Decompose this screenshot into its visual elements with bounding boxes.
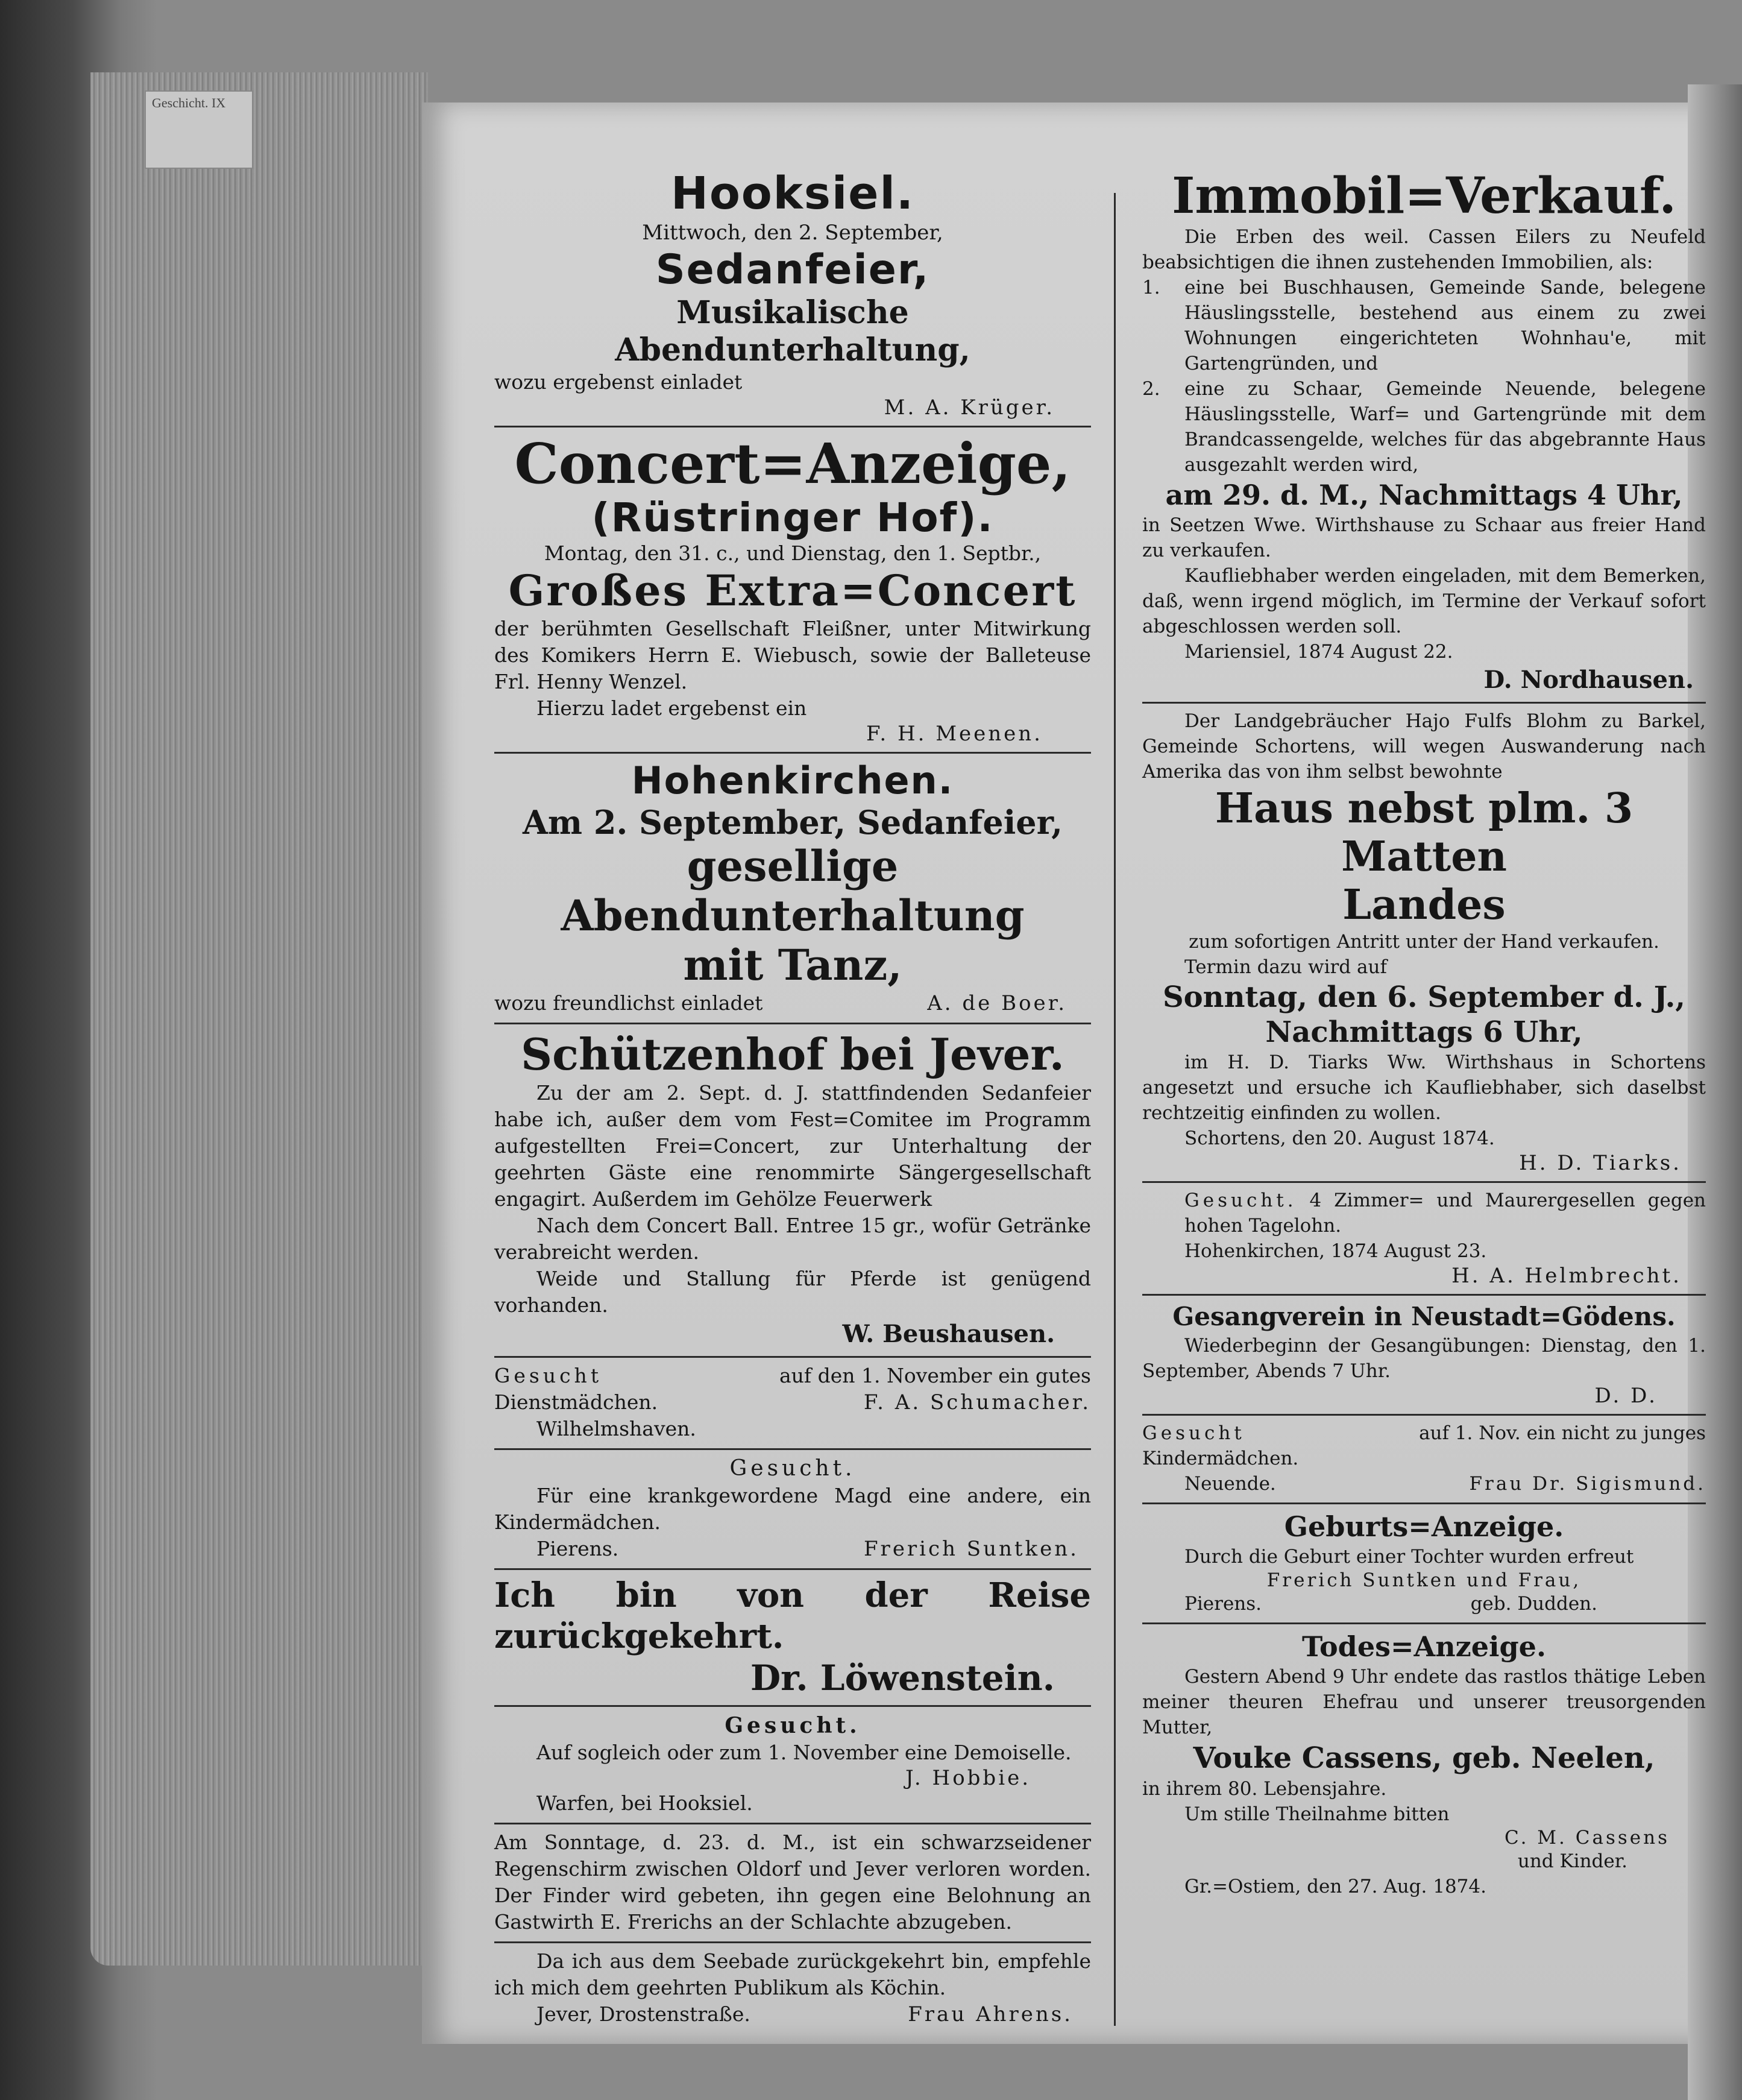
ad-title: Schützenhof bei Jever.: [521, 1029, 1064, 1080]
ad-date-line: Am 2. September, Sedanfeier,: [523, 803, 1063, 842]
ad-items: [1142, 275, 1706, 478]
ad-title: Gesucht.: [725, 1713, 861, 1738]
ad-signer: H. D. Tiarks.: [1519, 1151, 1682, 1175]
ad-body-3: Weide und Stallung für Pferde ist genügend vorhanden.: [494, 1267, 1091, 1317]
ad-line2-row: [494, 1389, 1091, 1416]
list-item: [1142, 376, 1706, 478]
ad-title: Gesucht.: [729, 1456, 856, 1481]
ad-place: Pierens.: [1184, 1593, 1262, 1615]
ad-body-2: Termin dazu wird auf: [1184, 956, 1387, 978]
ad-place-date: Mariensiel, 1874 August 22.: [1184, 641, 1453, 663]
ad-title: Todes=Anzeige.: [1302, 1630, 1546, 1663]
ad-tod: [1142, 1624, 1706, 1905]
ad-body-1: zum sofortigen Antritt unter der Hand verkaufen.: [1189, 931, 1659, 953]
ad-body: Durch die Geburt einer Tochter wurden erfreut: [1184, 1546, 1634, 1568]
ad-date: am 29. d. M., Nachmittags 4 Uhr,: [1165, 479, 1683, 511]
ad-gesucht-maurer: [1142, 1183, 1706, 1296]
ad-immobil-verkauf: [1142, 163, 1706, 704]
ad-signer: J. Hobbie.: [905, 1766, 1031, 1790]
ad-signer: D. Nordhausen.: [1483, 666, 1694, 694]
ad-title: Concert=Anzeige,: [514, 431, 1071, 496]
ad-name: Vouke Cassens, geb. Neelen,: [1193, 1741, 1655, 1775]
ad-gesucht-kindermaedchen-neuende: [1142, 1416, 1706, 1504]
ad-headline-2: Landes: [1342, 881, 1506, 929]
column-divider: [1114, 193, 1116, 2026]
ad-gesucht-kindermaedchen: [494, 1450, 1091, 1570]
item-text: eine bei Buschhausen, Gemeinde Sande, belegene Häuslingsstelle, bestehend aus einem zu zwei Wohnungen eingerichteten Wohnhau'e, mit Gartengründen, und: [1184, 277, 1706, 374]
ad-event: gesellige Abendunterhaltung: [561, 841, 1025, 941]
ad-subtitle: Musikalische Abendunterhaltung,: [615, 294, 970, 368]
ad-text: auf 1. Nov. ein nicht zu junges: [1419, 1422, 1706, 1444]
ad-body: Für eine krankgewordene Magd eine andere, ein Kindermädchen.: [494, 1484, 1091, 1534]
ad-event-2: mit Tanz,: [683, 940, 902, 990]
item-text: eine zu Schaar, Gemeinde Neuende, belegene Häuslingsstelle, Warf= und Gartengründe mit dem Brandcassengelde, welches für das abgebrannte Haus ausgezahlt werden wird,: [1184, 378, 1706, 476]
ad-signer: Frau Dr. Sigismund.: [1469, 1473, 1706, 1495]
ad-body: Da ich aus dem Seebade zurückgekehrt bin, empfehle ich mich dem geehrten Publikum als Köchin.: [494, 1949, 1091, 1999]
ad-dates: Montag, den 31. c., und Dienstag, den 1. Septbr.,: [544, 541, 1042, 565]
ad-invite: wozu freundlichst einladet: [494, 991, 763, 1015]
list-item: [1142, 275, 1706, 376]
ad-place-date: Gr.=Ostiem, den 27. Aug. 1874.: [1184, 1876, 1486, 1897]
ad-footer-row: [494, 2001, 1091, 2028]
ad-body-3: im H. D. Tiarks Ww. Wirthshaus in Schortens angesetzt und ersuche ich Kaufliebhaber, sich daselbst rechtzeitig einfinden zu wollen.: [1142, 1052, 1706, 1124]
spine-label: Geschicht. IX: [145, 90, 253, 169]
ad-body: Wiederbeginn der Gesangübungen: Dienstag, den 1. September, Abends 7 Uhr.: [1142, 1335, 1706, 1382]
ad-lead-row: [1142, 1188, 1706, 1238]
ad-request: Um stille Theilnahme bitten: [1184, 1803, 1450, 1825]
ad-event: Sedanfeier,: [655, 246, 930, 294]
ad-title: Immobil=Verkauf.: [1172, 167, 1676, 225]
ad-note: Kaufliebhaber werden eingeladen, mit dem Bemerken, daß, wenn irgend möglich, im Termine der Verkauf sofort abgeschlossen werden soll.: [1142, 565, 1706, 637]
ad-signer-2: und Kinder.: [1517, 1850, 1627, 1872]
right-column: [1142, 163, 1706, 1905]
book-page-edges: [90, 72, 428, 1966]
ad-signer: F. H. Meenen.: [866, 722, 1043, 746]
ad-title: Geburts=Anzeige.: [1284, 1510, 1564, 1543]
ad-schuetzenhof: [494, 1024, 1091, 1356]
ad-signer: Frerich Suntken.: [863, 1537, 1079, 1561]
ad-invite: wozu ergebenst einladet: [494, 370, 743, 394]
ad-geburt: [1142, 1504, 1706, 1624]
ad-title: Hooksiel.: [671, 168, 914, 219]
ad-headline: Großes Extra=Concert: [508, 566, 1077, 616]
ad-place: Neuende.: [1184, 1473, 1276, 1495]
ad-date-1: Sonntag, den 6. September d. J.,: [1162, 980, 1686, 1014]
ad-signer: W. Beushausen.: [842, 1320, 1055, 1348]
ad-signer: H. A. Helmbrecht.: [1451, 1264, 1682, 1288]
ad-lead: Gesucht: [494, 1364, 603, 1387]
ad-headline: Haus nebst plm. 3 Matten: [1215, 784, 1634, 881]
ad-signer: D. D.: [1594, 1384, 1658, 1408]
ad-lead-row: [494, 1363, 1091, 1389]
ad-signer: M. A. Krüger.: [884, 396, 1055, 420]
ad-date: Mittwoch, den 2. September,: [642, 221, 943, 245]
ad-date-2: Nachmittags 6 Uhr,: [1265, 1015, 1583, 1049]
ad-body: Gestern Abend 9 Uhr endete das rastlos thätige Leben meiner theuren Ehefrau und unserer treusorgenden Mutter,: [1142, 1666, 1706, 1738]
ad-signer: F. A. Schumacher.: [863, 1390, 1091, 1414]
ad-place: Wilhelmshaven.: [536, 1417, 696, 1440]
item-number: 2.: [1142, 378, 1160, 400]
ad-text: auf den 1. November ein gutes: [779, 1364, 1091, 1387]
ad-lead-row: [1142, 1420, 1706, 1446]
ad-body-2: Nach dem Concert Ball. Entree 15 gr., wofür Getränke verabreicht werden.: [494, 1214, 1091, 1264]
ad-place: Warfen, bei Hooksiel.: [536, 1791, 753, 1815]
ad-gesucht-demoiselle: [494, 1707, 1091, 1824]
ad-intro: Der Landgebräucher Hajo Fulfs Blohm zu Barkel, Gemeinde Schortens, will wegen Auswanderung nach Amerika das von ihm selbst bewohnte: [1142, 710, 1706, 783]
ad-age: in ihrem 80. Lebensjahre.: [1142, 1778, 1387, 1800]
ad-intro: Die Erben des weil. Cassen Eilers zu Neufeld beabsichtigen die ihnen zustehenden Immobilien, als:: [1142, 226, 1706, 273]
ad-title: Ich bin von der Reise zurückgekehrt.: [494, 1575, 1091, 1656]
ad-gesucht-dienstmaedchen: [494, 1356, 1091, 1450]
ad-place: Jever, Drostenstraße.: [536, 2002, 750, 2026]
ad-footer-row: [494, 1536, 1091, 1562]
ad-title: Gesangverein in Neustadt=Gödens.: [1172, 1302, 1676, 1331]
ad-reise: [494, 1570, 1091, 1707]
left-column: [494, 163, 1091, 2034]
ad-footer-row: [1142, 1591, 1706, 1616]
ad-regenschirm: [494, 1824, 1091, 1943]
ad-body: der berühmten Gesellschaft Fleißner, unter Mitwirkung des Komikers Herrn E. Wiebusch, sowie der Balleteuse Frl. Henny Wenzel.: [494, 617, 1091, 693]
ad-lead: Gesucht: [1142, 1422, 1245, 1444]
ad-hooksiel: [494, 163, 1091, 427]
ad-invite-row: [494, 369, 1091, 396]
ad-concert: [494, 427, 1091, 754]
ad-line2: Dienstmädchen.: [494, 1390, 658, 1414]
ad-names: Frerich Suntken und Frau,: [1266, 1569, 1582, 1591]
ad-line2: Kindermädchen.: [1142, 1448, 1299, 1469]
ad-venue: (Rüstringer Hof).: [591, 494, 994, 541]
ad-hohenkirchen: [494, 754, 1091, 1024]
ad-signer: Frau Ahrens.: [908, 2002, 1073, 2026]
ad-invite: Hierzu ladet ergebenst ein: [536, 696, 807, 720]
ad-koechin: [494, 1943, 1091, 2034]
ad-signer-1: C. M. Cassens: [1504, 1827, 1670, 1849]
ad-footer-row: [1142, 1471, 1706, 1496]
ad-haus-verkauf: [1142, 704, 1706, 1183]
ad-body-1: Zu der am 2. Sept. d. J. stattfindenden Sedanfeier habe ich, außer dem vom Fest=Comitee im Programm aufgestellten Frei=Concert, zur Unterhaltung der geehrten Gäste eine renommirte Sängergesellschaft engagirt. Außerdem im Gehölze Feuerwerk: [494, 1081, 1091, 1211]
ad-body: Am Sonntage, d. 23. d. M., ist ein schwarzseidener Regenschirm zwischen Oldorf und Jever verloren worden. Der Finder wird gebeten, ihn gegen eine Belohnung an Gastwirth E. Frerichs an der Schlachte abzugeben.: [494, 1830, 1091, 1934]
ad-signer: A. de Boer.: [927, 991, 1067, 1015]
ad-place-date: Hohenkirchen, 1874 August 23.: [1184, 1240, 1487, 1262]
ad-body: Auf sogleich oder zum 1. November eine Demoiselle.: [536, 1741, 1072, 1764]
ad-invite-row: [494, 990, 1091, 1017]
ad-title: Hohenkirchen.: [631, 758, 954, 802]
ad-gesangverein: [1142, 1296, 1706, 1416]
ad-lead: Gesucht.: [1184, 1190, 1297, 1211]
ad-signer: Dr. Löwenstein.: [750, 1657, 1055, 1698]
ad-place-text: in Seetzen Wwe. Wirthshause zu Schaar aus freier Hand zu verkaufen.: [1142, 514, 1706, 561]
ad-place: Pierens.: [536, 1537, 619, 1560]
ad-text: 4 Zimmer= und Maurergesellen gegen hohen Tagelohn.: [1184, 1190, 1706, 1237]
ad-nee: geb. Dudden.: [1470, 1593, 1597, 1615]
ad-place-date: Schortens, den 20. August 1874.: [1184, 1127, 1495, 1149]
item-number: 1.: [1142, 277, 1160, 298]
